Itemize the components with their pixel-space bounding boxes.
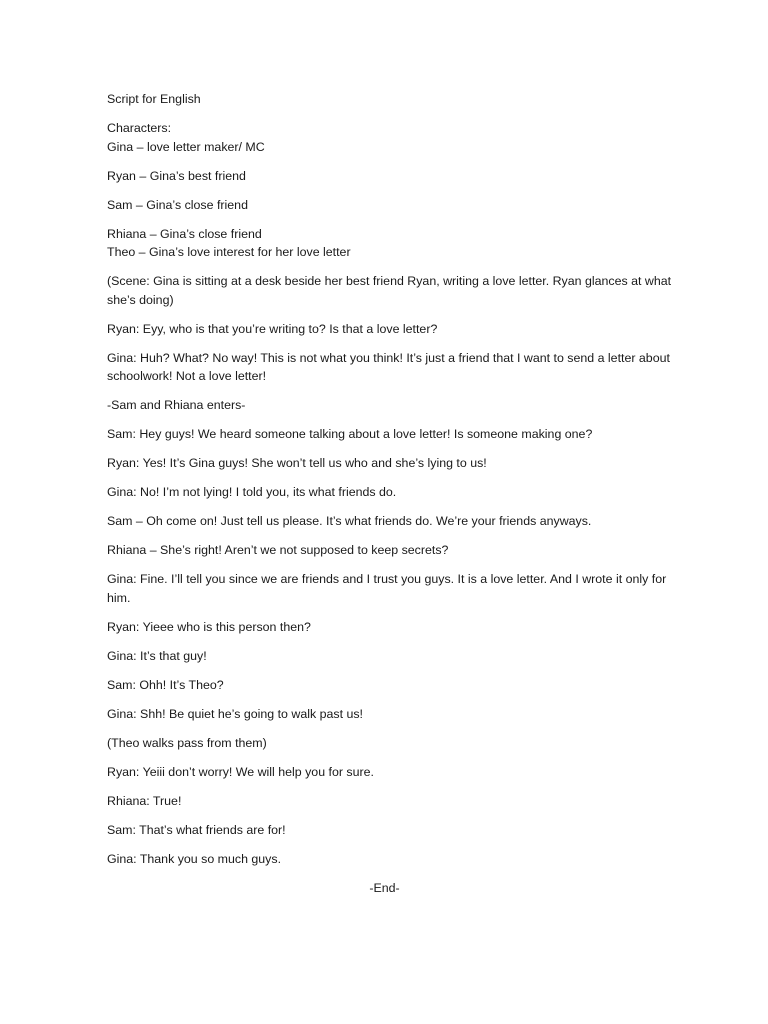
script-line: Ryan: Yieee who is this person then? [107, 619, 311, 634]
script-line: Gina: Shh! Be quiet he’s going to walk past us! [107, 706, 364, 721]
script-line: Sam: Hey guys! We heard someone talking about a love letter! Is someone making one? [107, 427, 593, 441]
character-ryan: Ryan – Gina’s best friend [107, 168, 246, 183]
characters-heading: Characters: [107, 121, 172, 135]
character-gina: Gina – love letter maker/ MC [107, 139, 265, 154]
script-line: Sam: Ohh! It’s Theo? [107, 677, 224, 692]
script-line: Ryan: Yes! It’s Gina guys! She won’t tell us who and she’s lying to us! [107, 456, 487, 470]
script-line: -Sam and Rhiana enters- [107, 398, 246, 412]
end-marker: -End- [369, 880, 400, 895]
script-line: (Theo walks pass from them) [107, 735, 267, 750]
character-rhiana: Rhiana – Gina’s close friend [107, 226, 262, 241]
characters-block [107, 119, 672, 156]
script-line: Sam – Oh come on! Just tell us please. It’s what friends do. We’re your friends anyways. [107, 514, 592, 528]
script-line: (Scene: Gina is sitting at a desk beside her best friend Ryan, writing a love letter. Ryan glances at what she’s doing) [107, 274, 672, 307]
script-line: Gina: It’s that guy! [107, 648, 207, 663]
script-line: Sam: That’s what friends are for! [107, 822, 286, 837]
script-document [107, 90, 672, 908]
character-sam: Sam – Gina’s close friend [107, 197, 248, 212]
script-line: Gina: Thank you so much guys. [107, 851, 282, 866]
character-theo: Theo – Gina’s love interest for her love letter [107, 245, 351, 259]
script-line: Rhiana – She’s right! Aren’t we not supposed to keep secrets? [107, 543, 449, 557]
characters-block-2 [107, 225, 672, 262]
script-line: Gina: Huh? What? No way! This is not what you think! It’s just a friend that I want to send a letter about schoolwork! Not a love letter! [107, 350, 670, 383]
script-line: Ryan: Eyy, who is that you’re writing to? Is that a love letter? [107, 321, 438, 336]
script-line: Ryan: Yeiii don’t worry! We will help you for sure. [107, 764, 374, 779]
script-line: Rhiana: True! [107, 793, 182, 808]
script-line: Gina: No! I’m not lying! I told you, its what friends do. [107, 485, 397, 499]
script-line: Gina: Fine. I’ll tell you since we are friends and I trust you guys. It is a love letter. And I wrote it only for him. [107, 572, 667, 605]
document-title: Script for English [107, 92, 201, 106]
